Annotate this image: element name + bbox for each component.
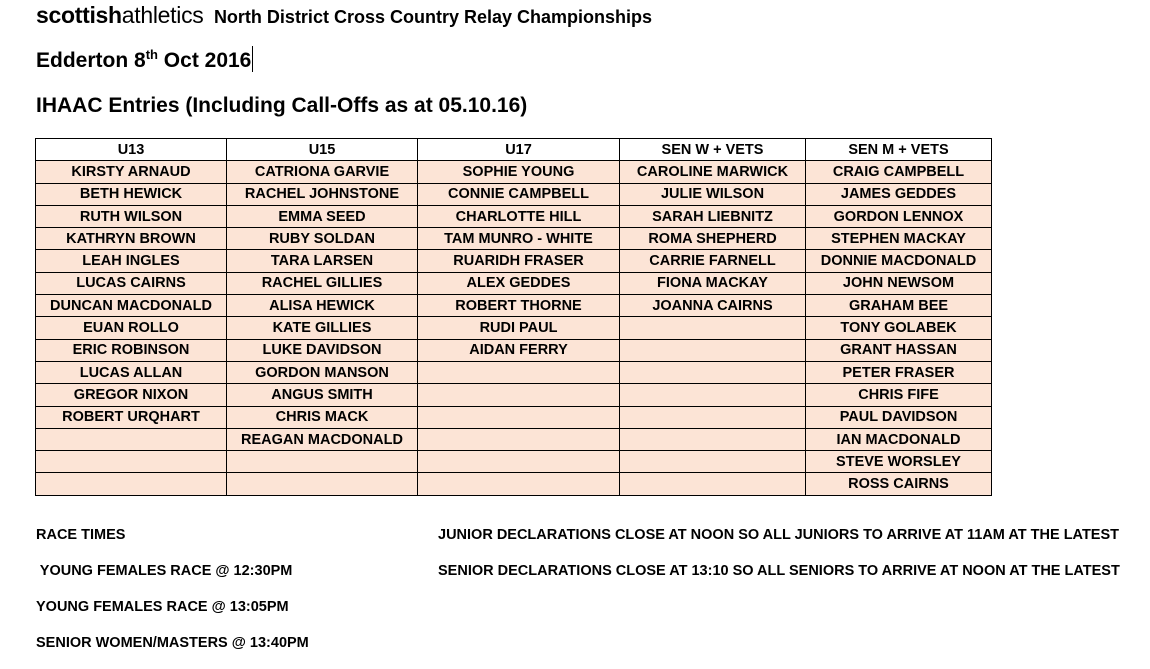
table-cell xyxy=(620,473,806,495)
table-cell: GORDON MANSON xyxy=(227,361,418,383)
table-row xyxy=(36,384,992,406)
table-cell: STEPHEN MACKAY xyxy=(806,228,992,250)
table-cell: PETER FRASER xyxy=(806,361,992,383)
table-row xyxy=(36,406,992,428)
table-cell: LEAH INGLES xyxy=(36,250,227,272)
table-cell xyxy=(418,451,620,473)
table-cell: JULIE WILSON xyxy=(620,183,806,205)
table-cell xyxy=(418,473,620,495)
table-cell: ROMA SHEPHERD xyxy=(620,228,806,250)
table-cell: RUDI PAUL xyxy=(418,317,620,339)
table-row xyxy=(36,205,992,227)
table-cell xyxy=(620,384,806,406)
table-cell: FIONA MACKAY xyxy=(620,272,806,294)
race-times-heading: RACE TIMES xyxy=(36,527,126,543)
table-cell: DUNCAN MACDONALD xyxy=(36,295,227,317)
brand-light: athletics xyxy=(121,2,204,28)
table-row xyxy=(36,428,992,450)
table-row xyxy=(36,361,992,383)
table-cell xyxy=(36,428,227,450)
table-cell xyxy=(620,317,806,339)
event-title: North District Cross Country Relay Championships xyxy=(213,7,653,27)
table-cell: CATRIONA GARVIE xyxy=(227,161,418,183)
declarations-block xyxy=(438,525,1120,597)
table-cell: GREGOR NIXON xyxy=(36,384,227,406)
venue-date-line xyxy=(36,46,253,73)
table-cell: GORDON LENNOX xyxy=(806,205,992,227)
entries-table-body xyxy=(36,161,992,495)
column-header-u13: U13 xyxy=(36,139,227,161)
table-cell: ALEX GEDDES xyxy=(418,272,620,294)
entries-title: IHAAC Entries (Including Call-Offs as at 05.10.16) xyxy=(36,94,528,117)
table-cell: STEVE WORSLEY xyxy=(806,451,992,473)
table-cell xyxy=(227,451,418,473)
table-cell: CHRIS FIFE xyxy=(806,384,992,406)
table-row xyxy=(36,161,992,183)
table-cell: ALISA HEWICK xyxy=(227,295,418,317)
table-cell xyxy=(620,361,806,383)
table-cell xyxy=(36,451,227,473)
table-cell: SARAH LIEBNITZ xyxy=(620,205,806,227)
table-cell: KATHRYN BROWN xyxy=(36,228,227,250)
table-cell: EUAN ROLLO xyxy=(36,317,227,339)
table-row xyxy=(36,339,992,361)
race-time-item: YOUNG FEMALES RACE @ 13:05PM xyxy=(36,599,289,615)
table-cell xyxy=(418,361,620,383)
table-cell: CAROLINE MARWICK xyxy=(620,161,806,183)
table-row xyxy=(36,250,992,272)
venue-text: Edderton 8 xyxy=(36,49,146,72)
table-cell: RUTH WILSON xyxy=(36,205,227,227)
column-header-sen-m-vets: SEN M + VETS xyxy=(806,139,992,161)
brand-bold: scottish xyxy=(36,2,122,28)
table-cell: RACHEL GILLIES xyxy=(227,272,418,294)
table-cell: TONY GOLABEK xyxy=(806,317,992,339)
table-cell: CONNIE CAMPBELL xyxy=(418,183,620,205)
table-cell: DONNIE MACDONALD xyxy=(806,250,992,272)
table-cell: RACHEL JOHNSTONE xyxy=(227,183,418,205)
table-row xyxy=(36,272,992,294)
race-time-item: YOUNG FEMALES RACE @ 12:30PM xyxy=(36,563,293,579)
table-row xyxy=(36,317,992,339)
table-cell: BETH HEWICK xyxy=(36,183,227,205)
table-cell xyxy=(418,406,620,428)
table-cell: EMMA SEED xyxy=(227,205,418,227)
table-cell: IAN MACDONALD xyxy=(806,428,992,450)
table-cell: GRANT HASSAN xyxy=(806,339,992,361)
table-cell: SOPHIE YOUNG xyxy=(418,161,620,183)
table-cell: RUARIDH FRASER xyxy=(418,250,620,272)
table-cell: PAUL DAVIDSON xyxy=(806,406,992,428)
column-header-sen-w-vets: SEN W + VETS xyxy=(620,139,806,161)
table-cell: JAMES GEDDES xyxy=(806,183,992,205)
table-cell: LUCAS CAIRNS xyxy=(36,272,227,294)
table-cell: KIRSTY ARNAUD xyxy=(36,161,227,183)
entries-table xyxy=(35,138,992,496)
table-cell: TAM MUNRO - WHITE xyxy=(418,228,620,250)
table-row xyxy=(36,473,992,495)
text-cursor xyxy=(252,46,253,72)
race-times-block xyxy=(36,525,309,669)
column-header-u15: U15 xyxy=(227,139,418,161)
table-cell: JOHN NEWSOM xyxy=(806,272,992,294)
table-cell: ANGUS SMITH xyxy=(227,384,418,406)
document-header xyxy=(36,2,652,29)
table-header-row xyxy=(36,139,992,161)
table-cell xyxy=(620,428,806,450)
junior-declaration-note: JUNIOR DECLARATIONS CLOSE AT NOON SO ALL JUNIORS TO ARRIVE AT 11AM AT THE LATEST xyxy=(438,527,1119,543)
table-cell: AIDAN FERRY xyxy=(418,339,620,361)
table-cell: CHRIS MACK xyxy=(227,406,418,428)
table-cell: ROBERT URQHART xyxy=(36,406,227,428)
table-cell: CRAIG CAMPBELL xyxy=(806,161,992,183)
table-cell: CARRIE FARNELL xyxy=(620,250,806,272)
table-row xyxy=(36,451,992,473)
table-cell: RUBY SOLDAN xyxy=(227,228,418,250)
table-cell xyxy=(418,384,620,406)
table-cell: JOANNA CAIRNS xyxy=(620,295,806,317)
table-cell: LUCAS ALLAN xyxy=(36,361,227,383)
table-cell xyxy=(227,473,418,495)
table-cell xyxy=(620,339,806,361)
table-cell: ROBERT THORNE xyxy=(418,295,620,317)
table-row xyxy=(36,183,992,205)
table-cell: REAGAN MACDONALD xyxy=(227,428,418,450)
table-cell: LUKE DAVIDSON xyxy=(227,339,418,361)
table-cell: ROSS CAIRNS xyxy=(806,473,992,495)
table-row xyxy=(36,228,992,250)
brand-logo xyxy=(36,2,203,28)
senior-declaration-note: SENIOR DECLARATIONS CLOSE AT 13:10 SO ALL SENIORS TO ARRIVE AT NOON AT THE LATEST xyxy=(438,563,1120,579)
venue-rest: Oct 2016 xyxy=(157,49,252,72)
table-cell: CHARLOTTE HILL xyxy=(418,205,620,227)
table-cell: ERIC ROBINSON xyxy=(36,339,227,361)
table-cell xyxy=(418,428,620,450)
table-cell xyxy=(620,406,806,428)
race-time-item: SENIOR WOMEN/MASTERS @ 13:40PM xyxy=(36,635,309,651)
table-cell xyxy=(620,451,806,473)
table-cell: GRAHAM BEE xyxy=(806,295,992,317)
table-cell: KATE GILLIES xyxy=(227,317,418,339)
column-header-u17: U17 xyxy=(418,139,620,161)
date-superscript: th xyxy=(145,47,158,62)
table-cell xyxy=(36,473,227,495)
table-row xyxy=(36,295,992,317)
table-cell: TARA LARSEN xyxy=(227,250,418,272)
